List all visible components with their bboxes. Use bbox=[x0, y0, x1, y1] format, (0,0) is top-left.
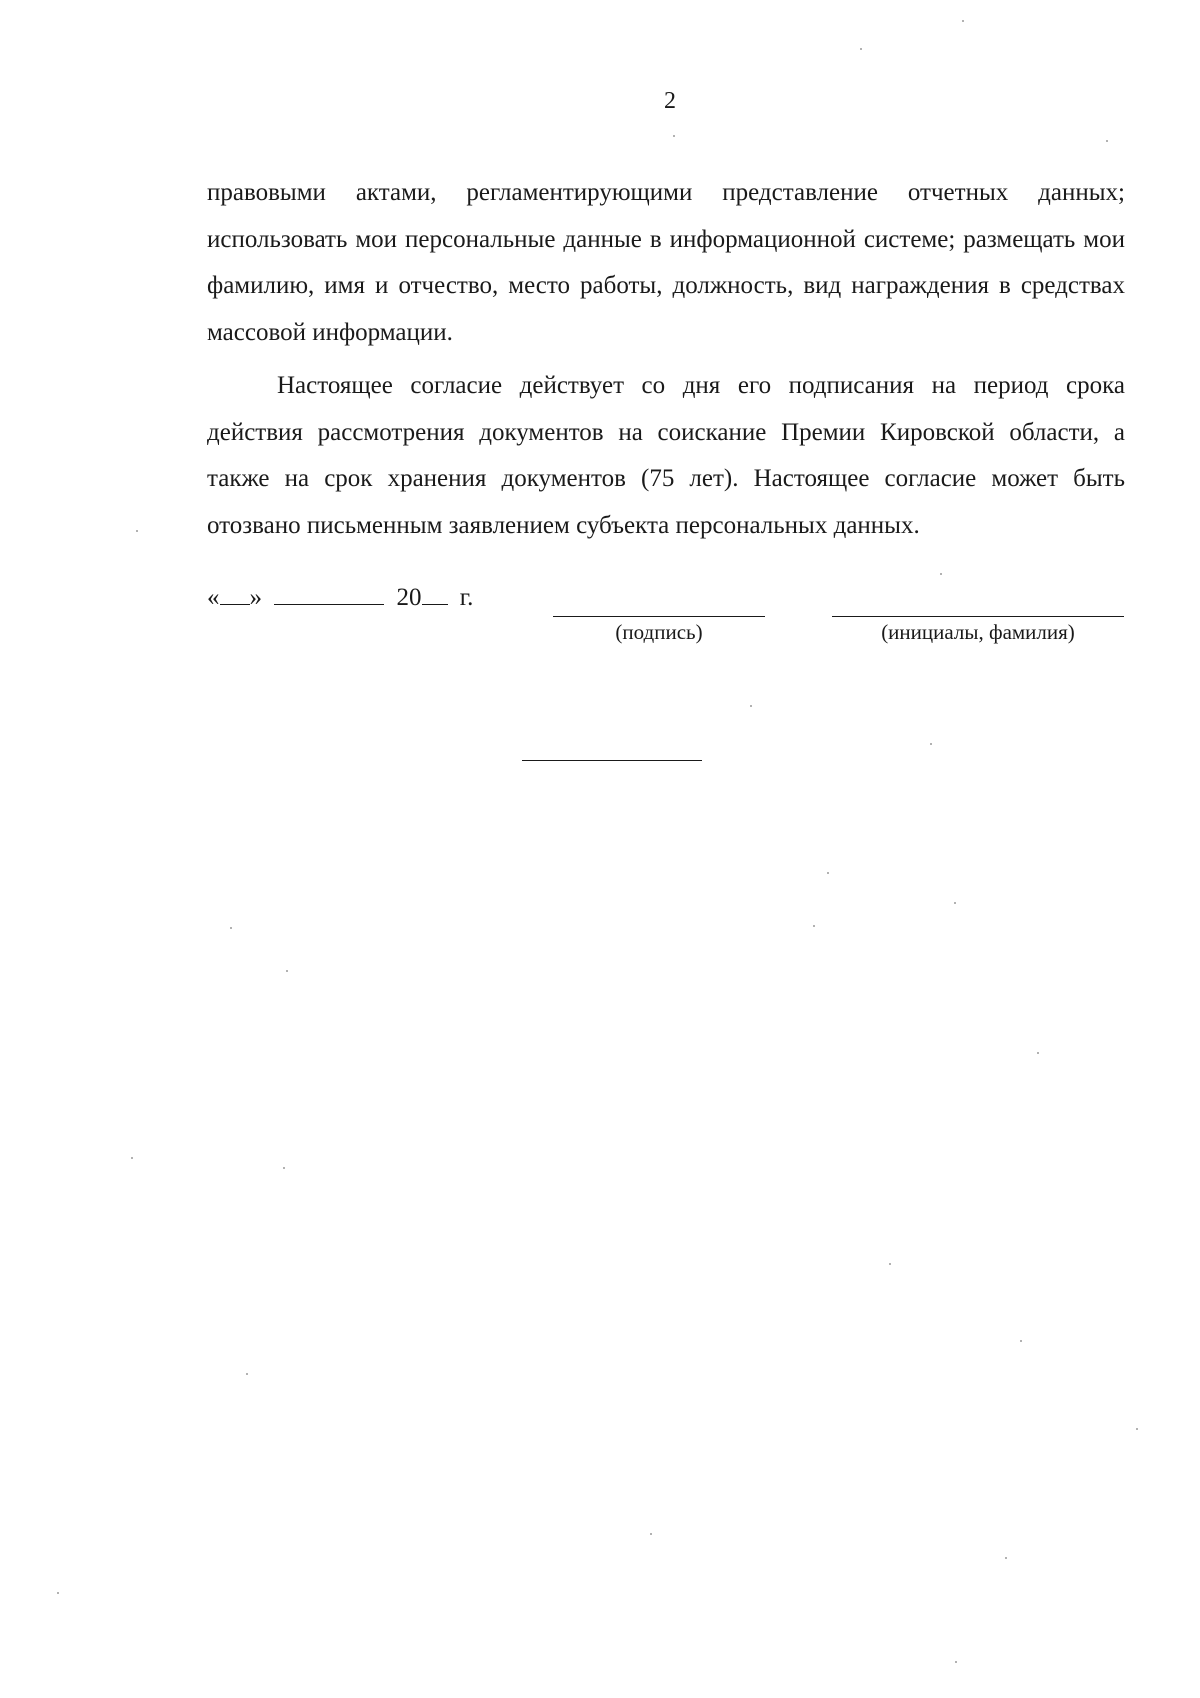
scan-speck bbox=[930, 743, 932, 745]
date-field bbox=[207, 582, 473, 612]
scan-speck bbox=[286, 970, 288, 972]
scan-speck bbox=[57, 1592, 59, 1594]
scan-speck bbox=[673, 135, 675, 137]
signature-caption: (подпись) bbox=[615, 620, 703, 644]
scan-speck bbox=[230, 927, 232, 929]
scan-speck bbox=[813, 925, 815, 927]
scan-speck bbox=[246, 1373, 248, 1375]
paragraph-continuation: правовыми актами, регламентирующими представление отчетных данных; использовать мои персональные данные в информационной системе; размещать мои фамилию, имя и отчество, место работы, должность, вид награждения в средствах массовой информации. bbox=[207, 179, 1125, 346]
scan-speck bbox=[860, 48, 862, 50]
page-number: 2 bbox=[664, 88, 676, 114]
scan-speck bbox=[889, 1263, 891, 1265]
day-blank bbox=[220, 582, 250, 605]
month-blank bbox=[274, 582, 384, 605]
scan-speck bbox=[131, 1157, 133, 1159]
scan-speck bbox=[650, 1533, 652, 1535]
scan-speck bbox=[1020, 1340, 1022, 1342]
end-of-document-rule bbox=[522, 760, 702, 761]
year-blank bbox=[422, 582, 448, 605]
scan-speck bbox=[940, 573, 942, 575]
year-suffix: г. bbox=[459, 584, 474, 611]
initials-caption: (инициалы, фамилия) bbox=[881, 620, 1075, 644]
scan-speck bbox=[1136, 1428, 1138, 1430]
year-prefix: 20 bbox=[396, 584, 422, 611]
open-quote: « bbox=[207, 584, 220, 611]
scan-speck bbox=[827, 872, 829, 874]
scan-speck bbox=[283, 1167, 285, 1169]
scan-speck bbox=[136, 530, 138, 532]
paragraph-consent-duration: Настоящее согласие действует со дня его подписания на период срока действия рассмотрения документов на соискание Премии Кировской области, а также на срок хранения документов (75 лет). Настоящее согласие может быть отозвано письменным заявлением субъекта персональных данных. bbox=[207, 372, 1125, 539]
scan-speck bbox=[954, 902, 956, 904]
close-quote: » bbox=[249, 584, 262, 611]
scan-speck bbox=[955, 1661, 957, 1663]
scan-speck bbox=[1037, 1052, 1039, 1054]
scan-speck bbox=[962, 20, 964, 22]
signature-line bbox=[553, 616, 765, 617]
scan-speck bbox=[1106, 140, 1108, 142]
scan-speck bbox=[750, 705, 752, 707]
initials-line bbox=[832, 616, 1124, 617]
scan-speck bbox=[1005, 1557, 1007, 1559]
